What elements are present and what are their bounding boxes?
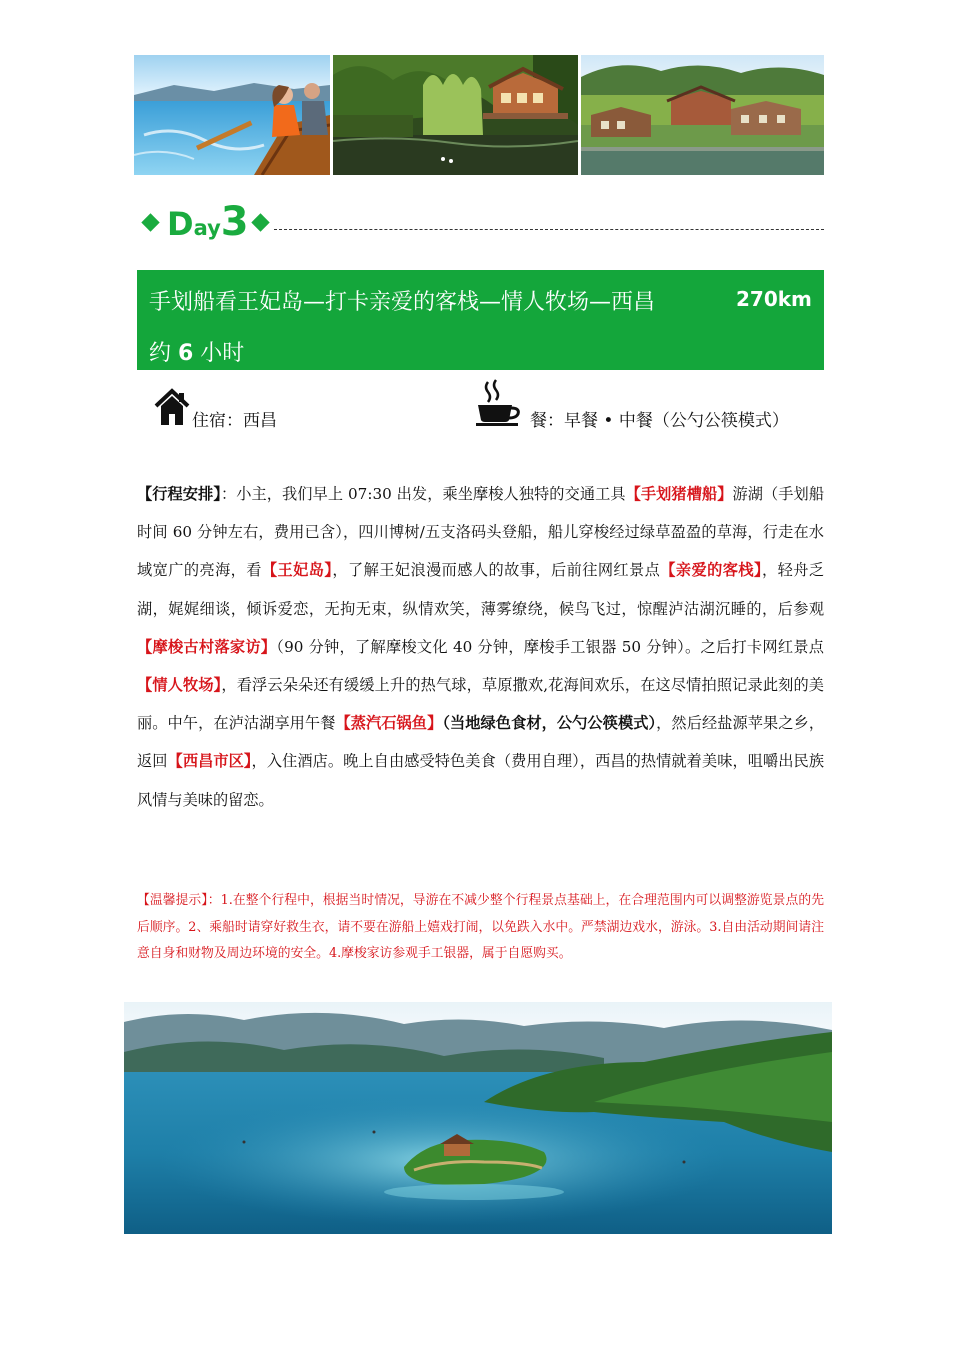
meal-text: 餐：早餐 • 中餐（公勺公筷模式） — [530, 411, 789, 431]
route-duration: 约 6 小时 — [149, 341, 245, 366]
dashed-divider — [274, 229, 824, 230]
photo-village-houses — [581, 55, 824, 175]
photo-lakeside-inn — [333, 55, 578, 175]
day-label: Day3 — [167, 199, 249, 245]
photo-boat-rowing — [134, 55, 330, 175]
route-title-box — [137, 270, 824, 370]
diamond-icon — [141, 213, 159, 231]
tips-text: ：1.在整个行程中，根据当时情况，导游在不减少整个行程景点基础上，在合理范围内可以调整游览景点的先后顺序。2、乘船时请穿好救生衣，请不要在游船上嬉戏打闹，以免跌入水中。严禁湖边戏水，游泳。3.自由活动期间请注意自身和财物及周边环境的安全。4.摩梭家访参观手工银器，属于自愿购买。 — [137, 893, 824, 961]
house-icon — [154, 388, 190, 426]
lodging-text: 住宿：西昌 — [192, 411, 277, 431]
photo-lake-island — [124, 1002, 832, 1234]
route-distance: 270km — [736, 287, 812, 311]
tips-label: 【温馨提示】 — [137, 893, 208, 908]
route-title: 手划船看王妃岛—打卡亲爱的客栈—情人牧场—西昌 — [149, 290, 656, 315]
day-header — [142, 200, 824, 244]
coffee-cup-icon — [474, 378, 522, 426]
diamond-icon — [251, 213, 269, 231]
tips-paragraph — [137, 888, 824, 968]
itinerary-paragraph: 【行程安排】：小主，我们早上 07:30 出发，乘坐摩梭人独特的交通工具【手划猪槽船】游湖（手划船时间 60 分钟左右，费用已含），四川博树/五支洛码头登船，船儿穿梭经过绿草盈盈的草海，行走在水域宽广的亮海，看【王妃岛】，了解王妃浪漫而感人的故事，后前往网红景点【亲爱的客栈】，轻舟乏湖，娓娓细谈，倾诉爱恋，无拘无束，纵情欢笑，薄雾缭绕，候鸟飞过，惊醒泸沽湖沉睡的，后参观【摩梭古村落家访】（90 分钟，了解摩梭文化 40 分钟，摩梭手工银器 50 分钟）。之后打卡网红景点【情人牧场】，看浮云朵朵还有缓缓上升的热气球，草原撒欢,花海间欢乐，在这尽情拍照记录此刻的美丽。中午，在泸沽湖享用午餐【蒸汽石锅鱼】（当地绿色食材，公勺公筷模式），然后经盐源苹果之乡，返回【西昌市区】，入住酒店。晚上自由感受特色美食（费用自理），西昌的热情就着美味，咀嚼出民族风情与美味的留恋。 — [137, 485, 825, 809]
